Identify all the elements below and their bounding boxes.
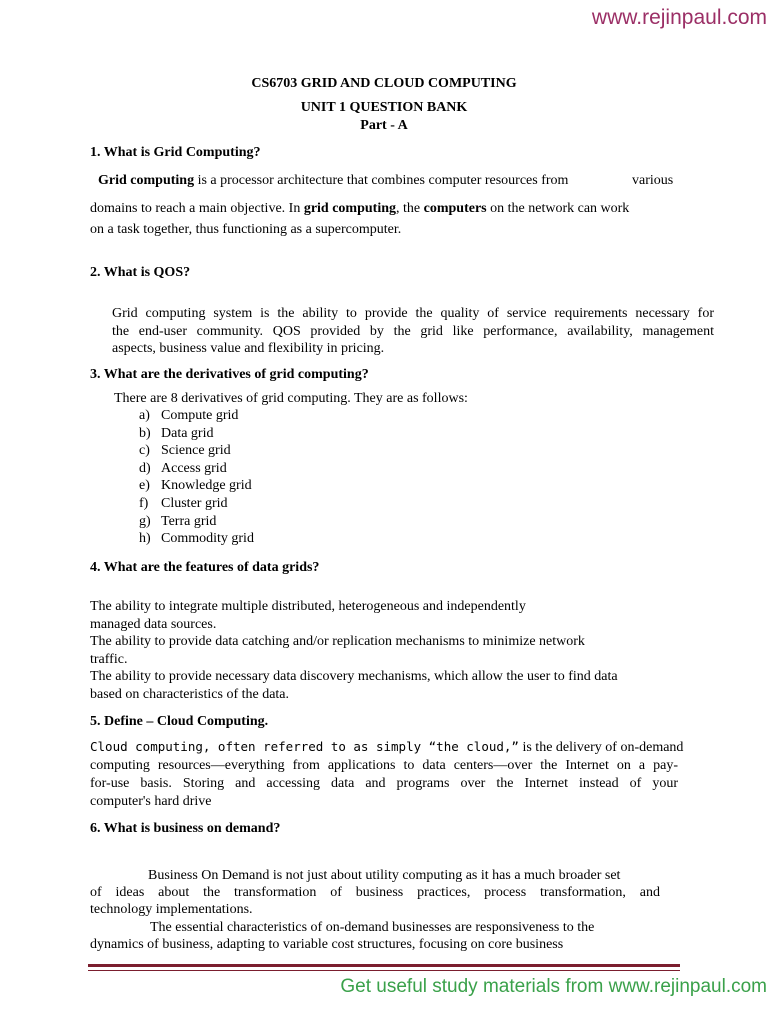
footer-divider-thick (88, 964, 680, 967)
list-letter: f) (139, 495, 149, 511)
q2-answer-line: aspects, business value and flexibility in pricing. (112, 341, 385, 356)
list-text: Knowledge grid (161, 478, 252, 494)
q2-answer (112, 305, 714, 358)
q1-text: domains to reach a main objective. In (90, 201, 304, 216)
list-letter: b) (139, 425, 151, 441)
q1-answer-word-various: various (632, 173, 674, 188)
list-item (139, 477, 254, 495)
q1-term-grid-computing: grid computing (303, 201, 397, 216)
q5-answer-quote: Cloud computing, often referred to as simply “the cloud,” (90, 739, 519, 754)
q1-answer-line-3: on a task together, thus functioning as a supercomputer. (90, 222, 402, 237)
q5-answer-line: computing resources—everything from applications to data centers—over the Internet on a pay- (90, 758, 678, 773)
list-text: Commodity grid (161, 531, 254, 547)
footer-divider-thin (88, 970, 680, 971)
q6-answer-line: of ideas about the transformation of business practices, process transformation, and (90, 885, 660, 901)
q4-answer (90, 598, 618, 703)
list-text: Access grid (161, 460, 227, 476)
unit-heading: UNIT 1 QUESTION BANK (300, 100, 468, 115)
q5-answer-line: computer's hard drive (90, 794, 212, 809)
q1-text: , the (396, 201, 424, 216)
question-3-heading: 3. What are the derivatives of grid computing? (90, 367, 369, 382)
list-item (139, 442, 254, 460)
q5-answer-line (90, 738, 684, 757)
q6-answer-line: Business On Demand is not just about utility computing as it has a much broader set (148, 868, 621, 883)
list-item (139, 460, 254, 478)
q5-answer (90, 738, 684, 811)
header-site-url[interactable]: www.rejinpaul.com (591, 6, 767, 29)
q4-answer-line: based on characteristics of the data. (90, 686, 290, 702)
question-6-heading: 6. What is business on demand? (90, 821, 281, 836)
list-item (139, 425, 254, 443)
q1-answer-line-2 (90, 201, 629, 217)
list-letter: g) (139, 513, 151, 529)
derivatives-list (139, 407, 254, 548)
q4-answer-line: The ability to provide data catching and/or replication mechanisms to minimize network (90, 634, 585, 649)
q1-text: is a processor architecture that combines computer resources from (194, 173, 569, 188)
list-text: Science grid (161, 443, 231, 459)
q1-text: on the network can work (486, 201, 630, 216)
footer-link[interactable]: Get useful study materials from www.rejinpaul.com (340, 976, 767, 997)
document-title: CS6703 GRID AND CLOUD COMPUTING (251, 76, 517, 91)
q1-term-computers: computers (423, 201, 487, 216)
question-5-heading: 5. Define – Cloud Computing. (90, 714, 269, 729)
list-item (139, 495, 254, 513)
q6-answer-line: dynamics of business, adapting to variable cost structures, focusing on core business (90, 936, 564, 952)
question-4-heading: 4. What are the features of data grids? (90, 560, 320, 575)
question-2-heading: 2. What is QOS? (90, 265, 191, 280)
list-letter: a) (139, 408, 150, 423)
list-letter: h) (139, 531, 151, 547)
question-1-heading: 1. What is Grid Computing? (90, 145, 261, 160)
q4-answer-line: The ability to provide necessary data discovery mechanisms, which allow the user to find data (90, 669, 618, 684)
q2-answer-line: the end-user community. QOS provided by the grid like performance, availability, management (112, 323, 714, 339)
q5-answer-text: is the delivery of on-demand (518, 740, 684, 755)
list-text: Compute grid (161, 408, 239, 423)
q6-answer-line: The essential characteristics of on-demand businesses are responsiveness to the (150, 919, 595, 935)
list-text: Data grid (161, 425, 214, 441)
list-letter: c) (139, 443, 150, 459)
q5-answer-line: for-use basis. Storing and accessing data and programs over the Internet instead of your (90, 776, 678, 791)
q6-answer (90, 867, 660, 953)
q4-answer-line: traffic. (90, 651, 128, 667)
q1-answer-line-1 (98, 173, 568, 189)
list-text: Terra grid (161, 513, 217, 529)
list-item (139, 513, 254, 531)
q4-answer-line: managed data sources. (90, 616, 217, 632)
list-text: Cluster grid (161, 495, 228, 511)
q1-term-grid-computing: Grid computing (98, 173, 195, 188)
list-item (139, 407, 254, 425)
q3-intro: There are 8 derivatives of grid computing. They are as follows: (114, 391, 468, 406)
list-letter: d) (139, 460, 151, 476)
q6-answer-line: technology implementations. (90, 902, 253, 918)
q4-answer-line: The ability to integrate multiple distributed, heterogeneous and independently (90, 599, 526, 614)
part-heading: Part - A (360, 118, 408, 133)
list-letter: e) (139, 478, 150, 494)
q2-answer-line: Grid computing system is the ability to provide the quality of service requirements necessary for (112, 306, 714, 321)
list-item (139, 530, 254, 548)
